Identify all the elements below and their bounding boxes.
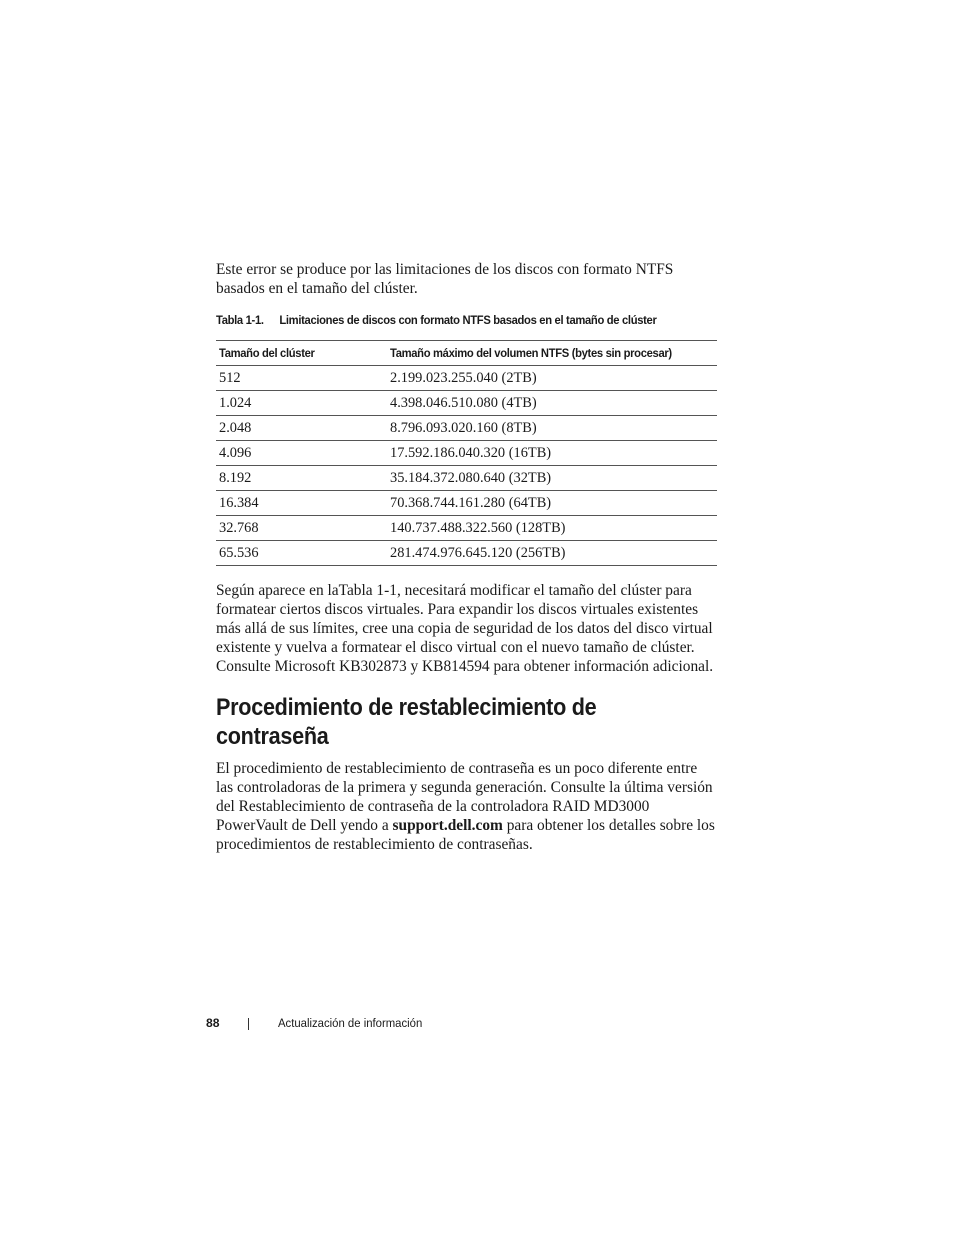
max-volume-cell: 17.592.186.040.320 (16TB) (387, 441, 717, 466)
column-header-cluster-size: Tamaño del clúster (216, 341, 387, 366)
reset-text-after-link: para obtener los detalles sobre los procedimientos de restablecimiento de contraseñas. (216, 817, 715, 853)
table-row (216, 416, 717, 441)
after-table-paragraph: Según aparece en laTabla 1-1, necesitará modificar el tamaño del clúster para formatear ciertos discos virtuales. Para expandir los discos virtuales existentes más allá de sus límites, cree una copia de seguridad de los datos del disco virtual existente y vuelva a formatear el disco virtual con el nuevo tamaño de clúster. Consulte Microsoft KB302873 y KB814594 para obtener información adicional. (216, 582, 714, 675)
cluster-size-cell: 8.192 (216, 466, 387, 491)
cluster-size-cell: 1.024 (216, 391, 387, 416)
table-caption (216, 313, 657, 327)
cluster-size-cell: 512 (216, 366, 387, 391)
password-reset-paragraph (216, 759, 716, 854)
cluster-size-cell: 2.048 (216, 416, 387, 441)
cluster-size-cell: 4.096 (216, 441, 387, 466)
table-row (216, 391, 717, 416)
max-volume-cell: 4.398.046.510.080 (4TB) (387, 391, 717, 416)
reset-text-before-link: El procedimiento de restablecimiento de contraseña es un poco diferente entre las controladoras de la primera y segunda generación. Consulte la última versión del Restablecimiento de contraseña de la controladora RAID MD3000 PowerVault de Dell yendo a (216, 760, 713, 834)
column-header-max-volume-size: Tamaño máximo del volumen NTFS (bytes sin procesar) (387, 341, 717, 366)
max-volume-cell: 281.474.976.645.120 (256TB) (387, 541, 717, 566)
support-link[interactable]: support.dell.com (392, 817, 503, 834)
section-heading: Procedimiento de restablecimiento de contraseña (216, 694, 597, 750)
max-volume-cell: 70.368.744.161.280 (64TB) (387, 491, 717, 516)
intro-paragraph: Este error se produce por las limitaciones de los discos con formato NTFS basados en el tamaño del clúster. (216, 261, 674, 297)
max-volume-cell: 35.184.372.080.640 (32TB) (387, 466, 717, 491)
page-footer (0, 1015, 954, 1035)
max-volume-cell: 140.737.488.322.560 (128TB) (387, 516, 717, 541)
table-row (216, 541, 717, 566)
table-caption-title: Limitaciones de discos con formato NTFS basados en el tamaño de clúster (279, 313, 657, 327)
table-row (216, 516, 717, 541)
ntfs-limits-table (216, 340, 717, 566)
footer-divider (248, 1018, 249, 1030)
table-row (216, 441, 717, 466)
table-caption-number: Tabla 1-1. (216, 313, 264, 327)
max-volume-cell: 8.796.093.020.160 (8TB) (387, 416, 717, 441)
table-row (216, 491, 717, 516)
max-volume-cell: 2.199.023.255.040 (2TB) (387, 366, 717, 391)
cluster-size-cell: 65.536 (216, 541, 387, 566)
footer-section-name: Actualización de información (278, 1016, 423, 1030)
table-row (216, 366, 717, 391)
table-header-row (216, 341, 717, 366)
table-row (216, 466, 717, 491)
cluster-size-cell: 16.384 (216, 491, 387, 516)
cluster-size-cell: 32.768 (216, 516, 387, 541)
page-number: 88 (206, 1016, 220, 1030)
